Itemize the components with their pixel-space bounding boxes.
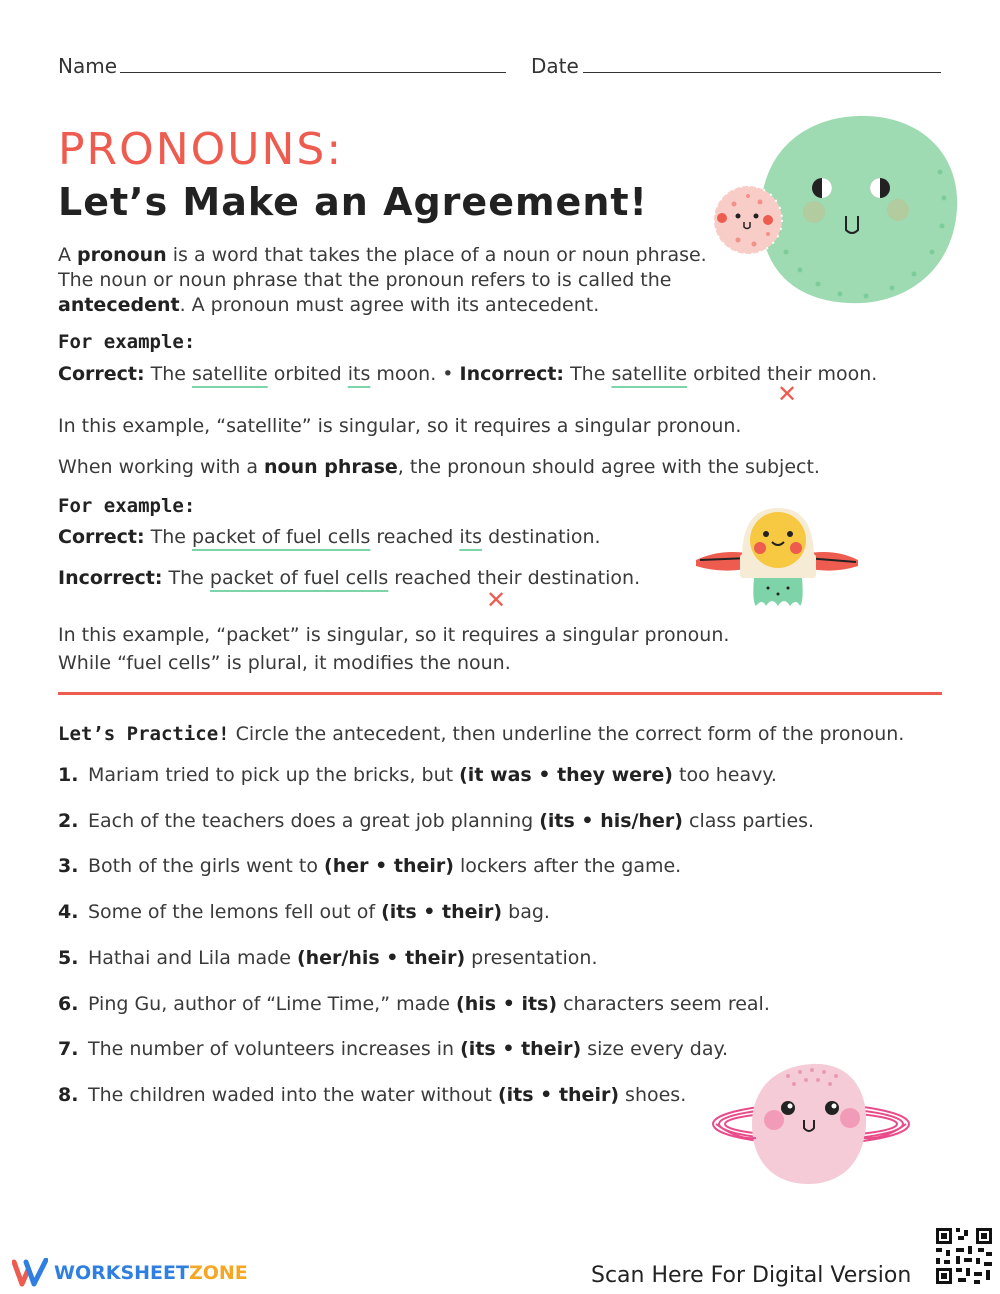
pronoun-choice[interactable]: (its • their) [460, 1038, 582, 1060]
list-item: 6. Ping Gu, author of “Lime Time,” made (his • its) characters seem real. [58, 993, 770, 1015]
antecedent-packet: packet of fuel cells [192, 526, 371, 548]
list-item: 5. Hathai and Lila made (her/his • their) presentation. [58, 947, 598, 969]
antecedent-satellite: satellite [192, 363, 268, 385]
pronoun-choice[interactable]: (her • their) [324, 855, 454, 877]
practice-heading: Let’s Practice! [58, 723, 230, 745]
list-item: 4. Some of the lemons fell out of (its • their) bag. [58, 901, 550, 923]
date-label: Date [531, 54, 579, 78]
pronoun-choice[interactable]: (her/his • their) [296, 947, 466, 969]
section-divider [58, 692, 942, 695]
worksheetzone-logo-icon [12, 1258, 48, 1288]
example1-sentences: Correct: The satellite orbited its moon. • Incorrect: The satellite orbited their moon. [58, 363, 878, 385]
date-field[interactable] [583, 72, 941, 73]
incorrect-x-icon: ✕ [777, 380, 798, 408]
example2-heading: For example: [58, 495, 196, 517]
pronoun-choice[interactable]: (its • their) [381, 901, 503, 923]
list-item: 7. The number of volunteers increases in (its • their) size every day. [58, 1038, 729, 1060]
scan-label: Scan Here For Digital Version [591, 1263, 912, 1288]
practice-instructions: Let’s Practice! Circle the antecedent, then underline the correct form of the pronoun. [58, 723, 905, 745]
pronoun-its: its [347, 363, 371, 385]
pronoun-its: its [459, 526, 483, 548]
pronoun-choice[interactable]: (it was • they were) [459, 764, 673, 786]
green-planet-icon [708, 112, 964, 308]
worksheetzone-logo[interactable]: WORKSHEETZONE [12, 1258, 248, 1288]
intro-paragraph: A pronoun is a word that takes the place of a noun or noun phrase. The noun or noun phrase that the pronoun refers to is called the antecedent. A pronoun must agree with its antecedent. [58, 244, 707, 316]
antecedent-satellite-incorrect: satellite [611, 363, 688, 385]
name-field[interactable] [120, 72, 506, 73]
list-item: 3. Both of the girls went to (her • their) lockers after the game. [58, 855, 682, 877]
name-label: Name [58, 54, 118, 78]
example1-heading: For example: [58, 331, 196, 353]
list-item: 2. Each of the teachers does a great job planning (its • his/her) class parties. [58, 810, 815, 832]
list-item: 1. Mariam tried to pick up the bricks, but (it was • they were) too heavy. [58, 764, 777, 786]
page-title: PRONOUNS: [58, 124, 344, 175]
page-subtitle: Let’s Make an Agreement! [58, 180, 648, 224]
example1-explanation: In this example, “satellite” is singular, so it requires a singular pronoun. [58, 415, 742, 437]
pronoun-choice[interactable]: (its • his/her) [539, 810, 683, 832]
qr-code-icon[interactable] [934, 1226, 994, 1286]
pronoun-choice[interactable]: (its • their) [497, 1084, 620, 1106]
antecedent-packet-incorrect: packet of fuel cells [209, 567, 389, 589]
example2-correct: Correct: The packet of fuel cells reached its destination. [58, 526, 601, 548]
list-item: 8. The children waded into the water without (its • their) shoes. [58, 1084, 687, 1106]
satellite-robot-icon [692, 502, 864, 614]
example2-incorrect: Incorrect: The packet of fuel cells reached their destination. [58, 567, 641, 589]
term-pronoun: pronoun [77, 244, 167, 266]
term-antecedent: antecedent [58, 294, 180, 316]
ringed-planet-icon [708, 1058, 914, 1188]
example2-explanation: In this example, “packet” is singular, so it requires a singular pronoun. While “fuel cells” is plural, it modifies the noun. [58, 624, 730, 674]
incorrect-x-icon: ✕ [486, 586, 507, 614]
pronoun-choice[interactable]: (his • its) [456, 993, 558, 1015]
noun-phrase-note: When working with a noun phrase, the pronoun should agree with the subject. [58, 456, 820, 478]
